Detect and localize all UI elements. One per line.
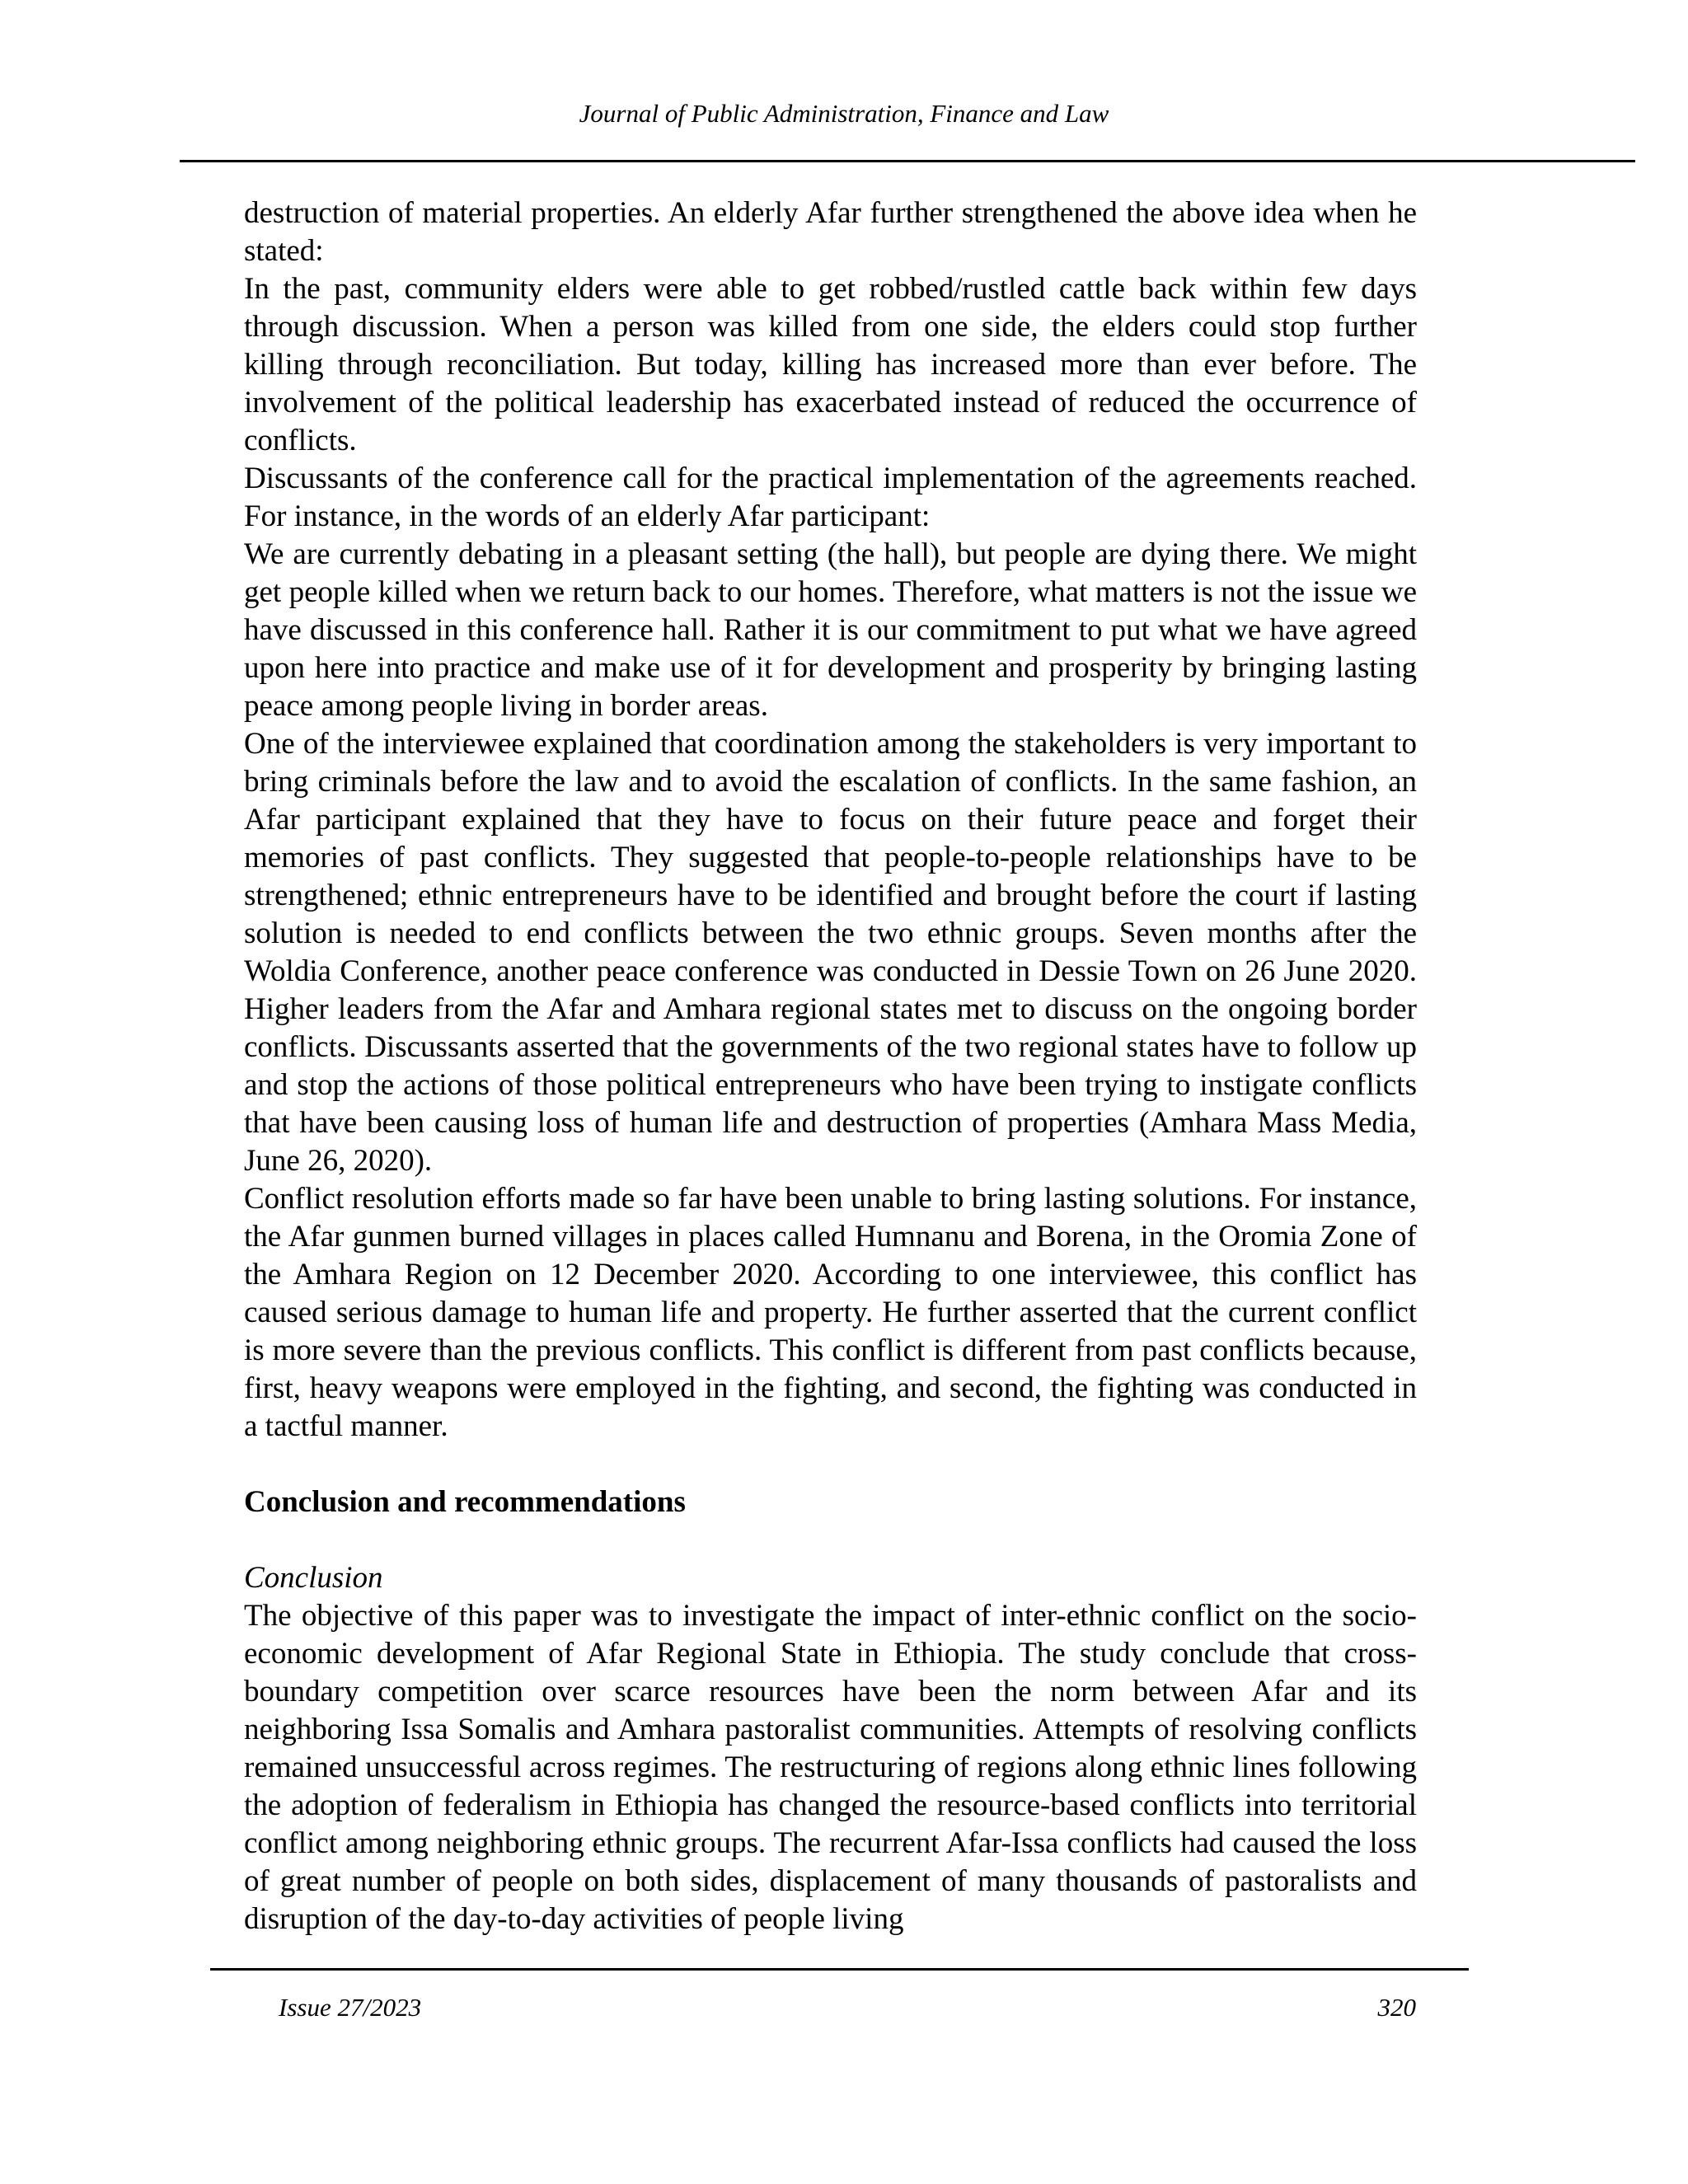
body-paragraph: destruction of material properties. An elderly Afar further strengthened the above idea when he stated: — [244, 196, 1417, 268]
body-paragraph: One of the interviewee explained that coordination among the stakeholders is very important to bring criminals before the law and to avoid the escalation of conflicts. In the same fashion, an Afar participant explained that they have to focus on their future peace and forget their memories of past conflicts. They suggested that people-to-people relationships have to be strengthened; ethnic entrepreneurs have to be identified and brought before the court if lasting solution is needed to end conflicts between the two ethnic groups. Seven months after the Woldia Conference, another peace conference was conducted in Dessie Town on 26 June 2020. Higher leaders from the Afar and Amhara regional states met to discuss on the ongoing border conflicts. Discussants asserted that the governments of the two regional states have to follow up and stop the actions of those political entrepreneurs who have been trying to instigate conflicts that have been causing loss of human life and destruction of properties (Amhara Mass Media, June 26, 2020). — [244, 727, 1417, 1178]
header-divider — [180, 160, 1635, 162]
block-quote: We are currently debating in a pleasant setting (the hall), but people are dying there. We might get people killed when we return back to our homes. Therefore, what matters is not the issue we have discussed in this conference hall. Rather it is our commitment to put what we have agreed upon here into practice and make use of it for development and prosperity by bringing lasting peace among people living in border areas. — [244, 537, 1417, 723]
page-number: 320 — [1377, 1993, 1416, 2022]
issue-label: Issue 27/2023 — [279, 1993, 422, 2022]
section-heading: Conclusion and recommendations — [244, 1485, 686, 1519]
subsection-heading: Conclusion — [244, 1561, 383, 1595]
conclusion-paragraph: The objective of this paper was to investigate the impact of inter-ethnic conflict on the socio-economic development of Afar Regional State in Ethiopia. The study conclude that cross-boundary competition over scarce resources have been the norm between Afar and its neighboring Issa Somalis and Amhara pastoralist communities. Attempts of resolving conflicts remained unsuccessful across regimes. The restructuring of regions along ethnic lines following the adoption of federalism in Ethiopia has changed the resource-based conflicts into territorial conflict among neighboring ethnic groups. The recurrent Afar-Issa conflicts had caused the loss of great number of people on both sides, displacement of many thousands of pastoralists and disruption of the day-to-day activities of people living — [244, 1599, 1417, 1936]
footer-divider — [210, 1968, 1469, 1971]
block-quote: In the past, community elders were able to get robbed/rustled cattle back within few days through discussion. When a person was killed from one side, the elders could stop further killing through reconciliation. But today, killing has increased more than ever before. The involvement of the political leadership has exacerbated instead of reduced the occurrence of conflicts. — [244, 272, 1417, 457]
body-paragraph: Conflict resolution efforts made so far have been unable to bring lasting solutions. For instance, the Afar gunmen burned villages in places called Humnanu and Borena, in the Oromia Zone of the Amhara Region on 12 December 2020. According to one interviewee, this conflict has caused serious damage to human life and property. He further asserted that the current conflict is more severe than the previous conflicts. This conflict is different from past conflicts because, first, heavy weapons were employed in the fighting, and second, the fighting was conducted in a tactful manner. — [244, 1182, 1417, 1443]
running-header: Journal of Public Administration, Finance and Law — [579, 99, 1109, 128]
article-body — [244, 194, 1417, 1938]
page-footer — [279, 1991, 1416, 2024]
body-paragraph: Discussants of the conference call for the practical implementation of the agreements reached. For instance, in the words of an elderly Afar participant: — [244, 462, 1417, 533]
